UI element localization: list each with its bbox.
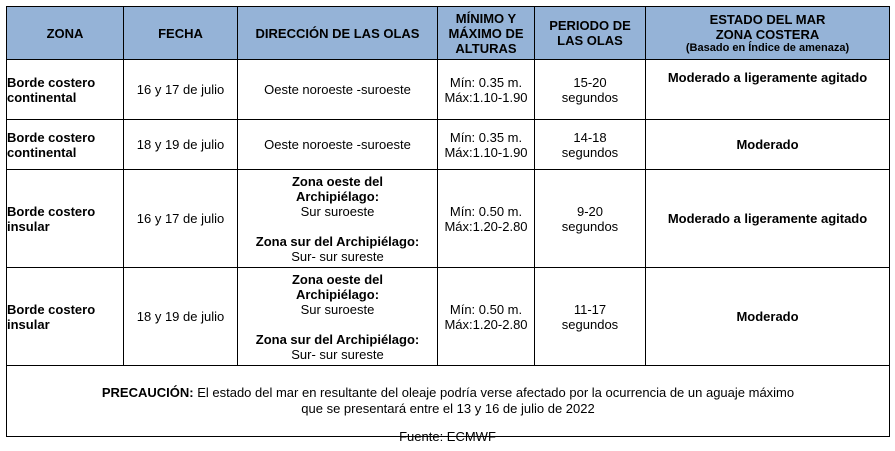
zona-line2: insular — [7, 316, 50, 332]
direccion-zona-sur-heading: Zona sur del Archipiélago: — [255, 233, 420, 249]
direccion-zona-oeste-heading: Zona oeste del — [291, 271, 384, 287]
direccion-cell: Oeste noroeste -suroeste — [238, 60, 438, 120]
header-zona: ZONA — [7, 7, 124, 60]
periodo-range: 15-20 — [573, 74, 607, 90]
direccion-archipielago-heading: Archipiélago: — [295, 188, 380, 204]
estado-cell: Moderado — [646, 268, 890, 366]
header-periodo-line2: LAS OLAS — [557, 33, 623, 48]
zona-line1: Borde costero — [7, 129, 96, 145]
fecha-cell: 16 y 17 de julio — [124, 60, 238, 120]
direccion-oeste-value: Sur suroeste — [300, 203, 375, 219]
altura-min: Mín: 0.50 m. — [449, 203, 523, 219]
note-row — [7, 366, 890, 437]
zona-cell — [7, 60, 124, 120]
header-estado — [646, 7, 890, 60]
periodo-range: 11-17 — [573, 301, 607, 317]
altura-min: Mín: 0.50 m. — [449, 301, 523, 317]
altura-min: Mín: 0.35 m. — [449, 129, 523, 145]
header-alturas — [438, 7, 535, 60]
periodo-range: 14-18 — [573, 129, 607, 145]
direccion-sur-value: Sur- sur sureste — [291, 346, 384, 362]
direccion-oeste-value: Sur suroeste — [300, 301, 375, 317]
zona-line2: continental — [7, 89, 77, 105]
header-fecha: FECHA — [124, 7, 238, 60]
direccion-cell — [238, 268, 438, 366]
source-caption: Fuente: ECMWF — [399, 429, 496, 444]
altura-min: Mín: 0.35 m. — [449, 74, 523, 90]
direccion-sur-value: Sur- sur sureste — [291, 248, 384, 264]
spacer — [238, 219, 437, 234]
header-periodo — [535, 7, 646, 60]
estado-cell: Moderado a ligeramente agitado — [646, 170, 890, 268]
alturas-cell — [438, 60, 535, 120]
direccion-archipielago-heading: Archipiélago: — [295, 286, 380, 302]
periodo-unit: segundos — [561, 218, 619, 234]
header-alturas-line3: ALTURAS — [455, 40, 517, 56]
altura-max: Máx:1.20-2.80 — [444, 316, 528, 332]
header-estado-line2: ZONA COSTERA — [715, 26, 820, 42]
zona-cell — [7, 170, 124, 268]
table-row — [7, 268, 890, 366]
alturas-cell — [438, 170, 535, 268]
direccion-cell — [238, 170, 438, 268]
header-estado-line1: ESTADO DEL MAR — [709, 11, 826, 27]
spacer — [238, 317, 437, 332]
alturas-cell — [438, 268, 535, 366]
altura-max: Máx:1.20-2.80 — [444, 218, 528, 234]
zona-line1: Borde costero — [7, 203, 96, 219]
altura-max: Máx:1.10-1.90 — [444, 89, 528, 105]
fecha-cell: 18 y 19 de julio — [124, 120, 238, 170]
precaution-text-line1: El estado del mar en resultante del oleaje podría verse afectado por la ocurrencia de un aguaje máximo — [193, 385, 795, 400]
precaution-label: PRECAUCIÓN: — [101, 385, 194, 400]
altura-max: Máx:1.10-1.90 — [444, 144, 528, 160]
periodo-cell — [535, 60, 646, 120]
direccion-zona-sur-heading: Zona sur del Archipiélago: — [255, 331, 420, 347]
sea-state-table — [6, 6, 890, 437]
precaution-text-line2: que se presentará entre el 13 y 16 de julio de 2022 — [301, 401, 595, 416]
periodo-range: 9-20 — [576, 203, 604, 219]
estado-cell: Moderado — [646, 120, 890, 170]
header-alturas-line2: MÁXIMO DE — [448, 25, 524, 41]
fecha-cell: 16 y 17 de julio — [124, 170, 238, 268]
zona-line1: Borde costero — [7, 74, 96, 90]
header-estado-subtitle: (Basado en Índice de amenaza) — [685, 41, 850, 54]
periodo-unit: segundos — [561, 89, 619, 105]
header-row — [7, 7, 890, 60]
table-row — [7, 120, 890, 170]
direccion-zona-oeste-heading: Zona oeste del — [291, 173, 384, 189]
direccion-cell: Oeste noroeste -suroeste — [238, 120, 438, 170]
zona-cell — [7, 120, 124, 170]
periodo-cell — [535, 120, 646, 170]
header-periodo-line1: PERIODO DE — [549, 18, 631, 33]
zona-line1: Borde costero — [7, 301, 96, 317]
table-row — [7, 170, 890, 268]
alturas-cell — [438, 120, 535, 170]
table-row — [7, 60, 890, 120]
zona-line2: continental — [7, 144, 77, 160]
header-alturas-line1: MÍNIMO Y — [455, 10, 517, 26]
estado-cell: Moderado a ligeramente agitado — [646, 60, 890, 120]
periodo-unit: segundos — [561, 316, 619, 332]
zona-cell — [7, 268, 124, 366]
header-direccion: DIRECCIÓN DE LAS OLAS — [238, 7, 438, 60]
periodo-cell — [535, 268, 646, 366]
fecha-cell: 18 y 19 de julio — [124, 268, 238, 366]
periodo-unit: segundos — [561, 144, 619, 160]
zona-line2: insular — [7, 218, 50, 234]
precaution-note — [7, 366, 890, 437]
periodo-cell — [535, 170, 646, 268]
